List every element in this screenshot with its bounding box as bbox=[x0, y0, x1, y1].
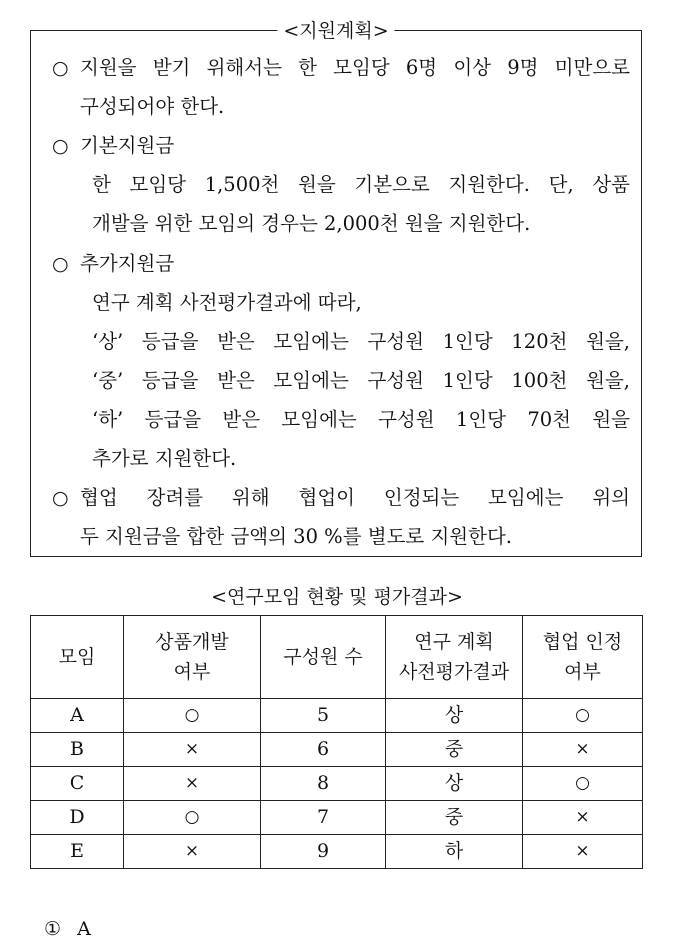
table-row bbox=[31, 835, 643, 869]
table-row bbox=[31, 733, 643, 767]
cell-collab: × bbox=[523, 801, 643, 835]
item-3-line-1: 연구 계획 사전평가결과에 따라, bbox=[92, 291, 362, 314]
item-1-line-1: 지원을 받기 위해서는 한 모임당 6명 이상 9명 미만으로 bbox=[80, 56, 630, 79]
item-3-line-4: ‘하’ 등급을 받은 모임에는 구성원 1인당 70천 원을 bbox=[92, 408, 630, 431]
option-marker: ① bbox=[44, 918, 62, 940]
table-title: <연구모임 현황 및 평가결과> bbox=[211, 586, 463, 608]
item-3-line-5: 추가로 지원한다. bbox=[92, 447, 237, 470]
bullet-3: ○ bbox=[52, 253, 69, 275]
cell-product-dev: × bbox=[124, 767, 261, 801]
item-2-line-1: 한 모임당 1,500천 원을 기본으로 지원한다. 단, 상품 bbox=[92, 173, 630, 196]
cell-product-dev: × bbox=[124, 835, 261, 869]
cell-member-count: 7 bbox=[261, 801, 386, 835]
cell-grade: 중 bbox=[386, 801, 523, 835]
cell-grade: 상 bbox=[386, 699, 523, 733]
item-3-line-3: ‘중’ 등급을 받은 모임에는 구성원 1인당 100천 원을, bbox=[92, 369, 630, 392]
item-2-heading: 기본지원금 bbox=[80, 134, 175, 157]
cell-grade: 하 bbox=[386, 835, 523, 869]
cell-member-count: 6 bbox=[261, 733, 386, 767]
cell-member-count: 5 bbox=[261, 699, 386, 733]
table-row bbox=[31, 767, 643, 801]
cell-group: D bbox=[31, 801, 124, 835]
table-row bbox=[31, 801, 643, 835]
cell-group: B bbox=[31, 733, 124, 767]
header-member-count: 구성원 수 bbox=[261, 616, 386, 699]
cell-group: C bbox=[31, 767, 124, 801]
item-1-line-2: 구성되어야 한다. bbox=[80, 95, 225, 118]
item-3-heading: 추가지원금 bbox=[80, 252, 175, 275]
item-2-line-2: 개발을 위한 모임의 경우는 2,000천 원을 지원한다. bbox=[92, 212, 531, 235]
bullet-1: ○ bbox=[52, 57, 69, 79]
header-group: 모임 bbox=[31, 616, 124, 699]
table-row bbox=[31, 699, 643, 733]
cell-product-dev: × bbox=[124, 733, 261, 767]
cell-group: A bbox=[31, 699, 124, 733]
header-collab: 협업 인정 여부 bbox=[523, 616, 643, 699]
item-3-line-2: ‘상’ 등급을 받은 모임에는 구성원 1인당 120천 원을, bbox=[92, 330, 630, 353]
cell-collab: ○ bbox=[523, 767, 643, 801]
status-table bbox=[30, 615, 643, 869]
cell-grade: 상 bbox=[386, 767, 523, 801]
cell-collab: ○ bbox=[523, 699, 643, 733]
header-pre-evaluation: 연구 계획 사전평가결과 bbox=[386, 616, 523, 699]
bullet-2: ○ bbox=[52, 135, 69, 157]
item-4-line-1: 협업 장려를 위해 협업이 인정되는 모임에는 위의 bbox=[80, 486, 630, 509]
option-label: A bbox=[77, 918, 91, 940]
cell-member-count: 9 bbox=[261, 835, 386, 869]
item-4-line-2: 두 지원금을 합한 금액의 30 %를 별도로 지원한다. bbox=[80, 525, 512, 548]
header-product-dev: 상품개발 여부 bbox=[124, 616, 261, 699]
cell-collab: × bbox=[523, 733, 643, 767]
cell-collab: × bbox=[523, 835, 643, 869]
cell-grade: 중 bbox=[386, 733, 523, 767]
cell-product-dev: ○ bbox=[124, 801, 261, 835]
cell-product-dev: ○ bbox=[124, 699, 261, 733]
table-header-row bbox=[31, 616, 643, 699]
plan-title: <지원계획> bbox=[277, 18, 394, 44]
bullet-4: ○ bbox=[52, 487, 69, 509]
cell-group: E bbox=[31, 835, 124, 869]
cell-member-count: 8 bbox=[261, 767, 386, 801]
